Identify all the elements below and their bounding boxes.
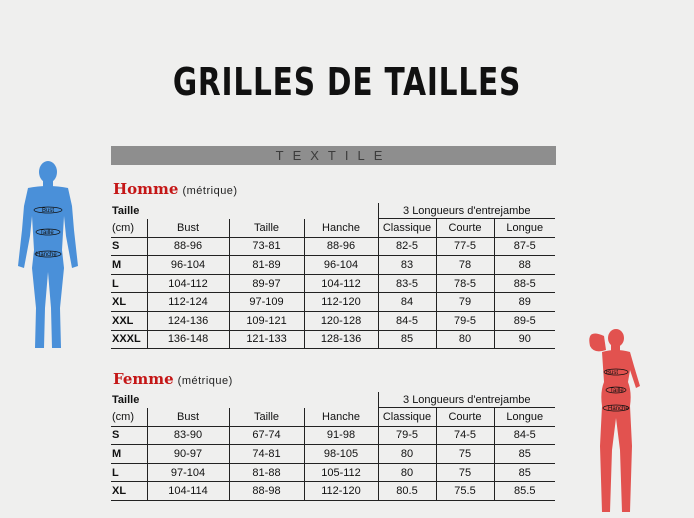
cell-bust: 136-148 — [147, 330, 229, 349]
cell-longue: 87-5 — [494, 237, 555, 256]
col-longue: Longue — [494, 408, 555, 427]
table-header-row — [111, 392, 555, 408]
cell-hanche: 88-96 — [304, 237, 378, 256]
cell-size: S — [111, 426, 147, 445]
cell-taille: 121-133 — [229, 330, 304, 349]
col-taille: Taille — [229, 219, 304, 238]
cell-longue: 89 — [494, 293, 555, 312]
cell-taille: 81-89 — [229, 256, 304, 275]
cell-taille: 109-121 — [229, 311, 304, 330]
woman-silhouette — [589, 329, 640, 512]
cell-hanche: 105-112 — [304, 463, 378, 482]
cell-classique: 83-5 — [378, 274, 436, 293]
cell-hanche: 112-120 — [304, 482, 378, 501]
cell-courte: 74-5 — [436, 426, 494, 445]
cell-taille: 81-88 — [229, 463, 304, 482]
cell-bust: 90-97 — [147, 445, 229, 464]
cell-longue: 85.5 — [494, 482, 555, 501]
col-classique: Classique — [378, 219, 436, 238]
woman-label-bust: Bust — [606, 370, 619, 376]
cell-hanche: 98-105 — [304, 445, 378, 464]
col-bust: Bust — [147, 408, 229, 427]
cell-courte: 75 — [436, 445, 494, 464]
cell-courte: 75.5 — [436, 482, 494, 501]
cell-bust: 112-124 — [147, 293, 229, 312]
cell-classique: 82-5 — [378, 237, 436, 256]
cell-longue: 88 — [494, 256, 555, 275]
cell-classique: 80.5 — [378, 482, 436, 501]
cell-courte: 80 — [436, 330, 494, 349]
cell-classique: 80 — [378, 463, 436, 482]
cell-courte: 78-5 — [436, 274, 494, 293]
cell-taille: 73-81 — [229, 237, 304, 256]
cell-longue: 89-5 — [494, 311, 555, 330]
table-row — [111, 482, 555, 501]
cell-size: XL — [111, 293, 147, 312]
cell-size: XXL — [111, 311, 147, 330]
cell-longue: 85 — [494, 463, 555, 482]
cell-size: L — [111, 463, 147, 482]
cell-longue: 90 — [494, 330, 555, 349]
woman-label-hanche: Hanche — [608, 406, 629, 412]
homme-title-text: Homme — [113, 180, 179, 198]
col-bust: Bust — [147, 219, 229, 238]
cell-hanche: 120-128 — [304, 311, 378, 330]
table-column-row — [111, 408, 555, 427]
man-label-taille: Taille — [40, 230, 54, 236]
table-row — [111, 311, 555, 330]
col-classique: Classique — [378, 408, 436, 427]
col-longue: Longue — [494, 219, 555, 238]
cell-size: XXXL — [111, 330, 147, 349]
woman-figure — [576, 326, 652, 516]
col-hanche: Hanche — [304, 408, 378, 427]
cell-bust: 97-104 — [147, 463, 229, 482]
col-courte: Courte — [436, 219, 494, 238]
cell-bust: 104-114 — [147, 482, 229, 501]
homme-subtitle: (métrique) — [182, 185, 238, 197]
cell-size: M — [111, 445, 147, 464]
taille-label: Taille — [112, 204, 140, 217]
cell-hanche: 112-120 — [304, 293, 378, 312]
table-header-row — [111, 203, 555, 219]
longueurs-label: 3 Longueurs d'entrejambe — [378, 203, 555, 219]
taille-label: Taille — [112, 393, 140, 406]
cell-bust: 104-112 — [147, 274, 229, 293]
cell-courte: 78 — [436, 256, 494, 275]
cell-classique: 84 — [378, 293, 436, 312]
cell-hanche: 128-136 — [304, 330, 378, 349]
cell-classique: 84-5 — [378, 311, 436, 330]
table-row — [111, 274, 555, 293]
homme-title — [113, 180, 238, 198]
cell-classique: 79-5 — [378, 426, 436, 445]
cell-longue: 84-5 — [494, 426, 555, 445]
cell-taille: 88-98 — [229, 482, 304, 501]
cell-size: L — [111, 274, 147, 293]
cell-bust: 88-96 — [147, 237, 229, 256]
col-unit: (cm) — [111, 219, 147, 238]
cell-hanche: 96-104 — [304, 256, 378, 275]
man-label-hanche: Hanche — [36, 252, 57, 258]
cell-bust: 83-90 — [147, 426, 229, 445]
femme-size-table — [111, 392, 555, 501]
cell-taille: 97-109 — [229, 293, 304, 312]
table-row — [111, 256, 555, 275]
cell-hanche: 91-98 — [304, 426, 378, 445]
cell-classique: 80 — [378, 445, 436, 464]
col-unit: (cm) — [111, 408, 147, 427]
longueurs-label: 3 Longueurs d'entrejambe — [378, 392, 555, 408]
cell-size: XL — [111, 482, 147, 501]
table-row — [111, 445, 555, 464]
table-row — [111, 237, 555, 256]
cell-hanche: 104-112 — [304, 274, 378, 293]
col-taille: Taille — [229, 408, 304, 427]
page-title: GRILLES DE TAILLES — [172, 60, 522, 104]
table-row — [111, 293, 555, 312]
cell-size: M — [111, 256, 147, 275]
cell-longue: 88-5 — [494, 274, 555, 293]
man-label-bust: Bust — [42, 208, 55, 214]
cell-classique: 85 — [378, 330, 436, 349]
man-figure — [14, 158, 94, 358]
femme-subtitle: (métrique) — [177, 375, 233, 387]
cell-bust: 124-136 — [147, 311, 229, 330]
femme-title-text: Femme — [113, 370, 174, 388]
cell-courte: 77-5 — [436, 237, 494, 256]
cell-taille: 67-74 — [229, 426, 304, 445]
cell-courte: 79-5 — [436, 311, 494, 330]
homme-size-table — [111, 203, 555, 349]
col-hanche: Hanche — [304, 219, 378, 238]
cell-taille: 74-81 — [229, 445, 304, 464]
femme-title — [113, 370, 233, 388]
cell-bust: 96-104 — [147, 256, 229, 275]
woman-label-taille: Taille — [610, 388, 624, 394]
cell-classique: 83 — [378, 256, 436, 275]
cell-courte: 79 — [436, 293, 494, 312]
cell-size: S — [111, 237, 147, 256]
cell-longue: 85 — [494, 445, 555, 464]
table-row — [111, 330, 555, 349]
table-row — [111, 463, 555, 482]
cell-taille: 89-97 — [229, 274, 304, 293]
table-row — [111, 426, 555, 445]
cell-courte: 75 — [436, 463, 494, 482]
section-band: TEXTILE — [111, 146, 556, 165]
col-courte: Courte — [436, 408, 494, 427]
table-column-row — [111, 219, 555, 238]
